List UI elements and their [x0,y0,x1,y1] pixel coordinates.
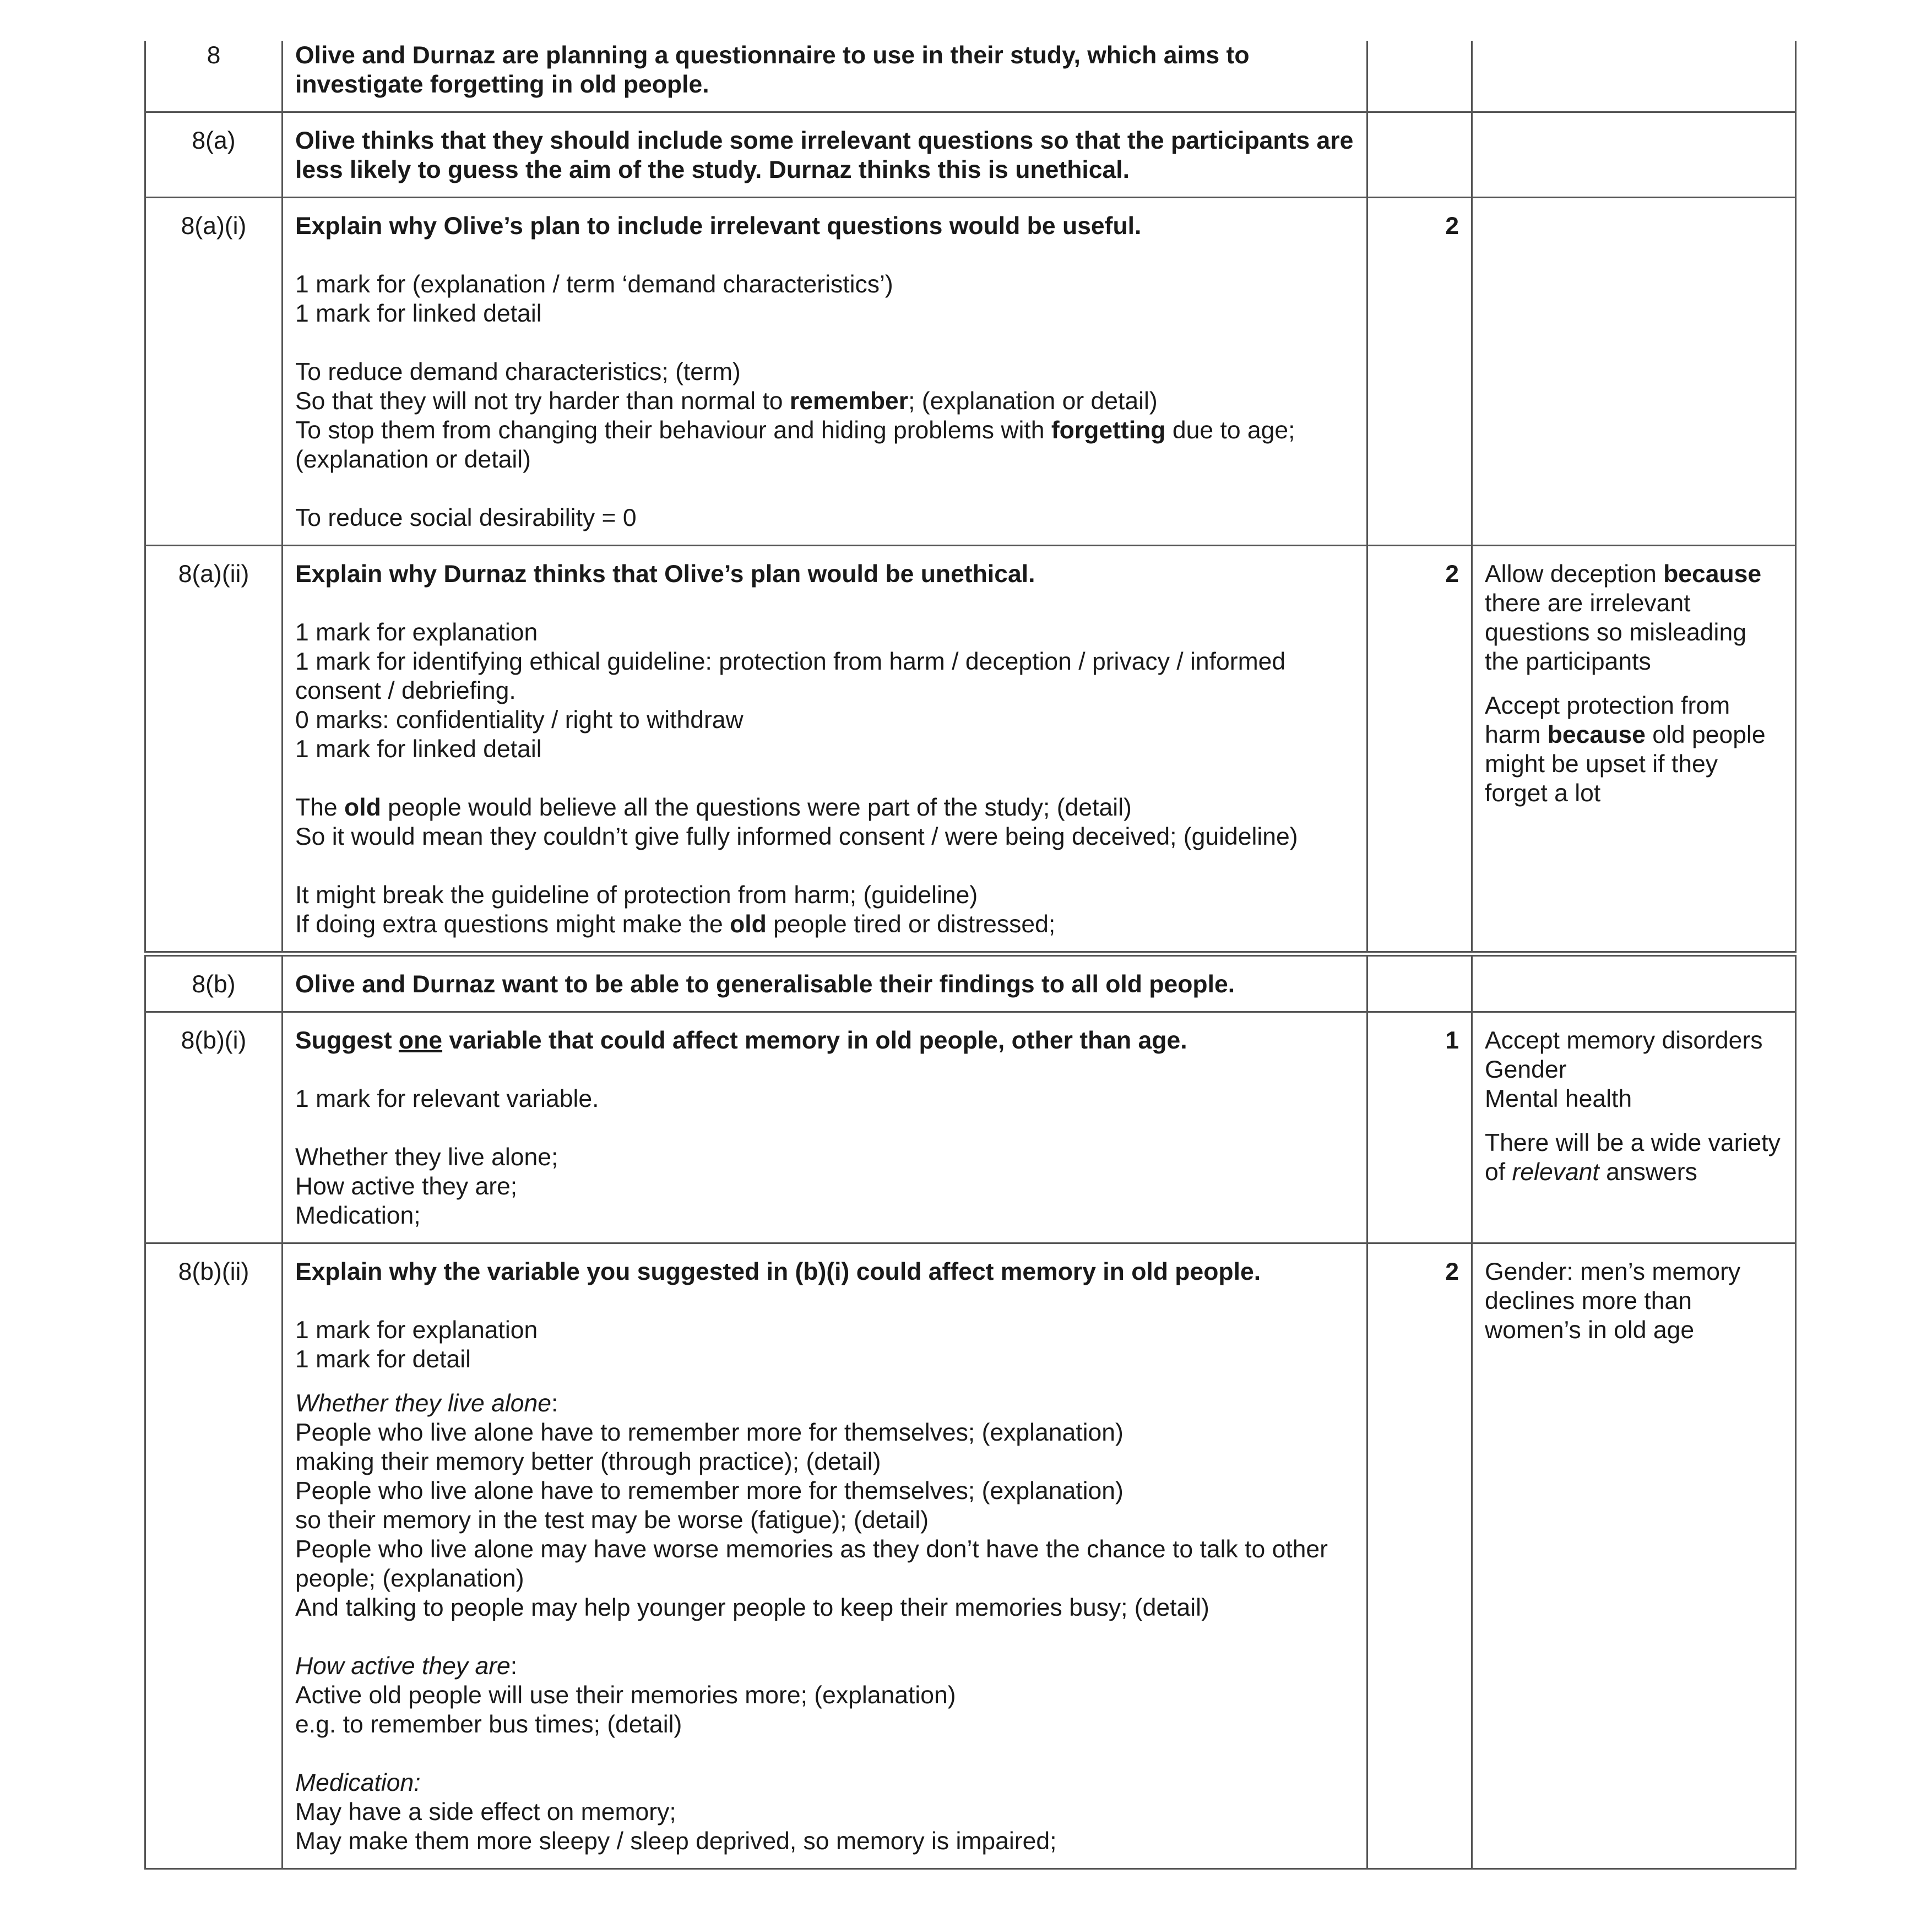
question-text: Olive and Durnaz want to be able to generalisable their findings to all old people. [295,971,1235,998]
question-text: Explain why the variable you suggested in (b)(i) could affect memory in old people. [295,1258,1261,1285]
guidance-note: Gender [1485,1056,1567,1083]
mark-scheme-line: 1 mark for detail [295,1346,471,1373]
table-row [145,954,1796,1012]
table-row [145,1012,1796,1243]
question-number: 8 [145,41,283,112]
question-number: 8(b)(i) [145,1012,283,1243]
marks-cell [1367,41,1472,112]
answer-line: Whether they live alone; [295,1144,558,1171]
question-cell [283,954,1367,1012]
answer-line: So it would mean they couldn’t give fully informed consent / were being deceived; (guideline) [295,823,1298,850]
mark-scheme-line: 1 mark for linked detail [295,300,542,327]
question-cell [283,41,1367,112]
question-text: Olive and Durnaz are planning a questionnaire to use in their study, which aims to investigate forgetting in old people. [295,42,1250,98]
guidance-note: Accept protection from harm because old people might be upset if they forget a lot [1485,692,1766,807]
guidance-cell [1472,954,1796,1012]
guidance-note: There will be a wide variety of relevant answers [1485,1129,1781,1186]
question-number: 8(a)(i) [145,198,283,546]
mark-scheme-line: 1 mark for identifying ethical guideline: protection from harm / deception / privacy / informed consent / debriefing. [295,648,1286,704]
answer-line: How active they are; [295,1173,518,1200]
answer-line: To stop them from changing their behaviour and hiding problems with forgetting due to age; (explanation or detail) [295,417,1295,473]
table-row [145,1243,1796,1869]
marks-cell: 2 [1367,546,1472,954]
mark-scheme-table [144,41,1797,1870]
mark-scheme-line: 0 marks: confidentiality / right to withdraw [295,707,744,734]
guidance-cell [1472,112,1796,198]
guidance-note: Allow deception because there are irrelevant questions so misleading the participants [1485,561,1762,675]
answer-line: To reduce demand characteristics; (term) [295,358,741,385]
guidance-cell [1472,198,1796,546]
question-text: Explain why Olive’s plan to include irrelevant questions would be useful. [295,213,1142,240]
section-heading: How active they are: [295,1653,518,1680]
mark-scheme-line: 1 mark for linked detail [295,736,542,763]
answer-line: May make them more sleepy / sleep deprived, so memory is impaired; [295,1828,1057,1855]
guidance-cell [1472,1012,1796,1243]
marks-cell: 1 [1367,1012,1472,1243]
table-row [145,198,1796,546]
guidance-cell [1472,41,1796,112]
question-number: 8(b) [145,954,283,1012]
mark-scheme-line: 1 mark for explanation [295,619,538,646]
answer-line: so their memory in the test may be worse (fatigue); (detail) [295,1507,929,1534]
answer-line: If doing extra questions might make the old people tired or distressed; [295,911,1056,938]
answer-line: People who live alone may have worse memories as they don’t have the chance to talk to other people; (explanation) [295,1536,1328,1592]
marks-cell: 2 [1367,1243,1472,1869]
answer-line: May have a side effect on memory; [295,1799,676,1826]
question-cell [283,198,1367,546]
marks-cell [1367,112,1472,198]
zero-mark-note: To reduce social desirability = 0 [295,504,637,531]
answer-line: e.g. to remember bus times; (detail) [295,1711,682,1738]
answer-line: Medication; [295,1202,421,1229]
guidance-cell [1472,546,1796,954]
guidance-note: Gender: men’s memory declines more than women’s in old age [1485,1258,1741,1344]
answer-line: making their memory better (through practice); (detail) [295,1448,881,1475]
mark-scheme-line: 1 mark for (explanation / term ‘demand characteristics’) [295,271,893,298]
question-number: 8(a) [145,112,283,198]
marks-cell: 2 [1367,198,1472,546]
question-number: 8(b)(ii) [145,1243,283,1869]
question-cell [283,112,1367,198]
guidance-cell [1472,1243,1796,1869]
marks-cell [1367,954,1472,1012]
question-cell [283,1243,1367,1869]
answer-line: It might break the guideline of protection from harm; (guideline) [295,882,978,909]
question-text: Explain why Durnaz thinks that Olive’s plan would be unethical. [295,561,1035,588]
table-row [145,112,1796,198]
question-text: Olive thinks that they should include some irrelevant questions so that the participants are less likely to guess the aim of the study. Durnaz thinks this is unethical. [295,127,1354,183]
section-heading: Medication: [295,1769,421,1796]
question-cell [283,1012,1367,1243]
answer-line: Active old people will use their memories more; (explanation) [295,1682,956,1709]
answer-line: People who live alone have to remember more for themselves; (explanation) [295,1477,1124,1504]
question-text: Suggest one variable that could affect memory in old people, other than age. [295,1027,1187,1054]
question-cell [283,546,1367,954]
mark-scheme-line: 1 mark for explanation [295,1317,538,1344]
answer-line: The old people would believe all the questions were part of the study; (detail) [295,794,1132,821]
answer-line: People who live alone have to remember more for themselves; (explanation) [295,1419,1124,1446]
question-number: 8(a)(ii) [145,546,283,954]
table-row [145,546,1796,954]
guidance-note: Mental health [1485,1085,1632,1112]
answer-line: So that they will not try harder than normal to remember; (explanation or detail) [295,388,1158,415]
mark-scheme-line: 1 mark for relevant variable. [295,1085,599,1112]
table-row [145,41,1796,112]
answer-line: And talking to people may help younger people to keep their memories busy; (detail) [295,1594,1209,1621]
section-heading: Whether they live alone: [295,1390,558,1417]
guidance-note: Accept memory disorders [1485,1027,1763,1054]
